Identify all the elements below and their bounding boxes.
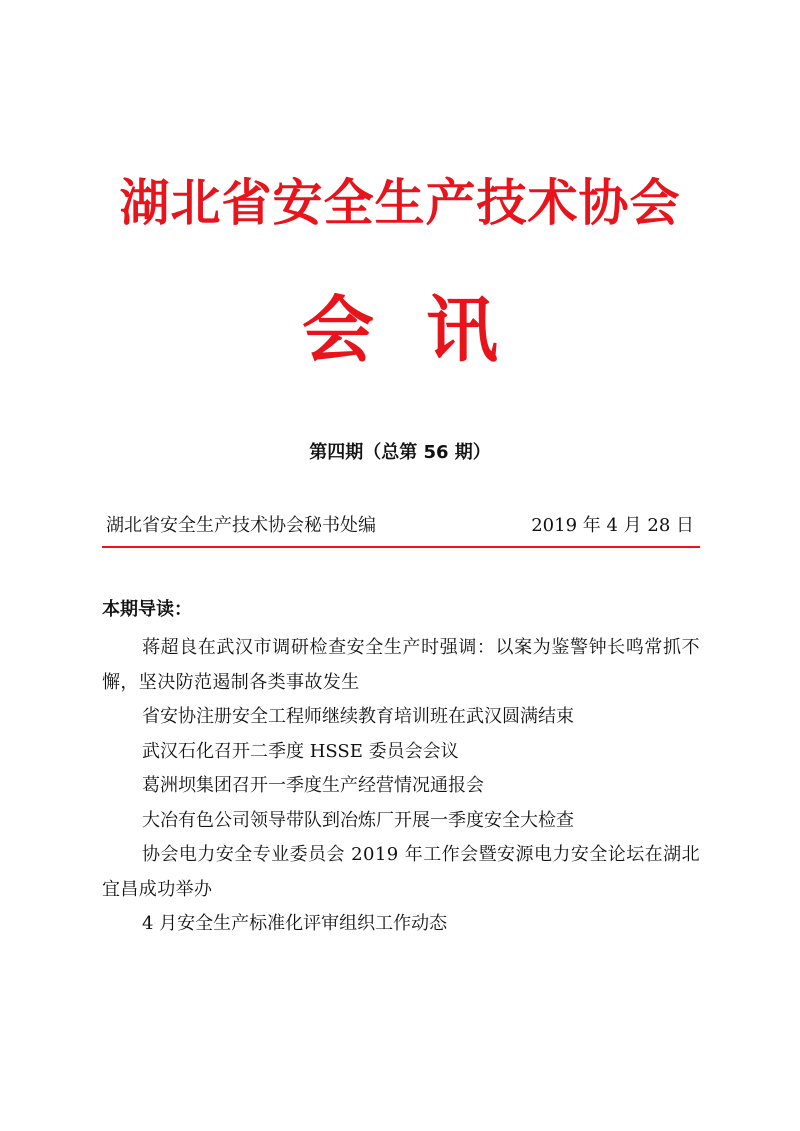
organization-title: 湖北省安全生产技术协会 [119,173,681,232]
guide-heading: 本期导读： [102,599,192,620]
publish-date: 2019 年 4 月 28 日 [531,515,694,536]
contents-item: 大冶有色公司领导带队到冶炼厂开展一季度安全大检查 [142,809,574,831]
red-divider [102,546,700,548]
editor-name: 湖北省安全生产技术协会秘书处编 [106,515,376,536]
contents-item: 蒋超良在武汉市调研检查安全生产时强调：以案为鉴警钟长鸣常抓不懈，坚决防范遏制各类事故发生 [102,637,700,693]
contents-list [102,631,700,942]
contents-item: 4 月安全生产标准化评审组织工作动态 [142,913,448,934]
contents-item: 葛洲坝集团召开一季度生产经营情况通报会 [142,775,484,796]
issue-number: 第四期（总第 56 期） [309,442,491,463]
contents-item: 协会电力安全专业委员会 2019 年工作会暨安源电力安全论坛在湖北宜昌成功举办 [102,844,700,900]
bulletin-title: 会讯 [301,288,550,372]
contents-item: 武汉石化召开二季度 HSSE 委员会会议 [142,740,459,762]
editor-row [106,512,694,540]
contents-item: 省安协注册安全工程师继续教育培训班在武汉圆满结束 [142,706,574,727]
